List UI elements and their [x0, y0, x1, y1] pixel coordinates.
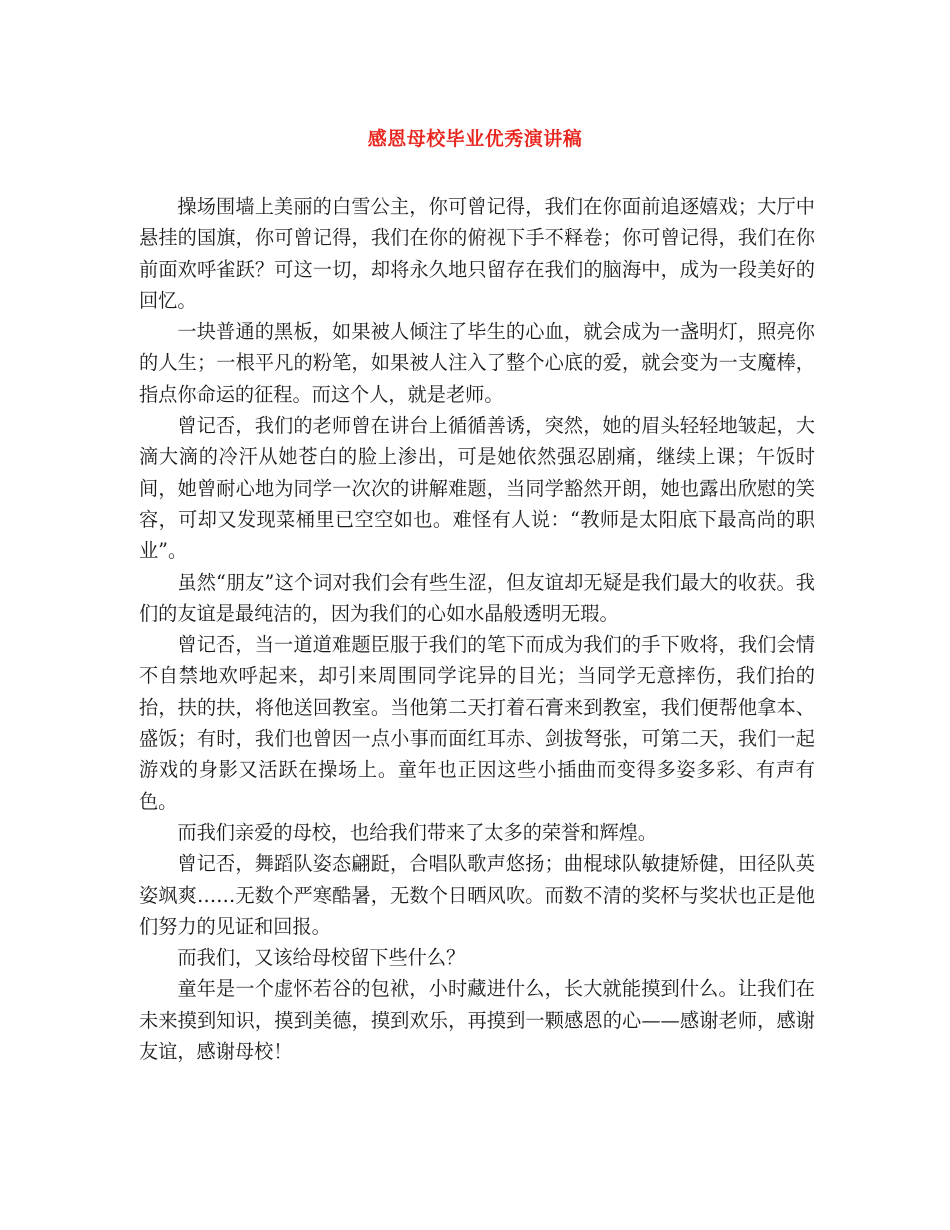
paragraph-6: 而我们亲爱的母校，也给我们带来了太多的荣誉和辉煌。 — [177, 820, 658, 844]
paragraph-1: 操场围墙上美丽的白雪公主，你可曾记得，我们在你面前追逐嬉戏；大厅中悬挂的国旗，你可曾记得，我们在你的俯视下手不释卷；你可曾记得，我们在你前面欢呼雀跃？可这一切，却将永久地只留存在我们的脑海中，成为一段美好的回忆。 — [139, 195, 815, 312]
document-body — [139, 191, 815, 1067]
paragraph-3: 曾记否，我们的老师曾在讲台上循循善诱，突然，她的眉头轻轻地皱起，大滴大滴的冷汗从她苍白的脸上渗出，可是她依然强忍剧痛，继续上课；午饭时间，她曾耐心地为同学一次次的讲解难题，当同学豁然开朗，她也露出欣慰的笑容，可却又发现菜桶里已空空如也。难怪有人说：“教师是太阳底下最高尚的职业”。 — [139, 414, 815, 563]
document-title: 感恩母校毕业优秀演讲稿 — [367, 128, 583, 150]
paragraph-7: 曾记否，舞蹈队姿态翩跹，合唱队歌声悠扬；曲棍球队敏捷矫健，田径队英姿飒爽……无数个严寒酷暑，无数个日晒风吹。而数不清的奖杯与奖状也正是他们努力的见证和回报。 — [139, 852, 815, 938]
paragraph-8: 而我们，又该给母校留下些什么？ — [177, 946, 466, 970]
paragraph-5: 曾记否，当一道道难题臣服于我们的笔下而成为我们的手下败将，我们会情不自禁地欢呼起来，却引来周围同学诧异的目光；当同学无意摔伤，我们抬的抬，扶的扶，将他送回教室。当他第二天打着石膏来到教室，我们便帮他拿本、盛饭；有时，我们也曾因一点小事而面红耳赤、剑拔弩张，可第二天，我们一起游戏的身影又活跃在操场上。童年也正因这些小插曲而变得多姿多彩、有声有色。 — [139, 633, 815, 813]
paragraph-9: 童年是一个虚怀若谷的包袱，小时藏进什么，长大就能摸到什么。让我们在未来摸到知识，摸到美德，摸到欢乐，再摸到一颗感恩的心——感谢老师，感谢友谊，感谢母校！ — [139, 977, 815, 1064]
paragraph-4: 虽然“朋友”这个词对我们会有些生涩，但友谊却无疑是我们最大的收获。我们的友谊是最纯洁的，因为我们的心如水晶般透明无瑕。 — [139, 570, 815, 625]
paragraph-2: 一块普通的黑板，如果被人倾注了毕生的心血，就会成为一盏明灯，照亮你的人生；一根平凡的粉笔，如果被人注入了整个心底的爱，就会变为一支魔棒，指点你命运的征程。而这个人，就是老师。 — [139, 320, 815, 406]
